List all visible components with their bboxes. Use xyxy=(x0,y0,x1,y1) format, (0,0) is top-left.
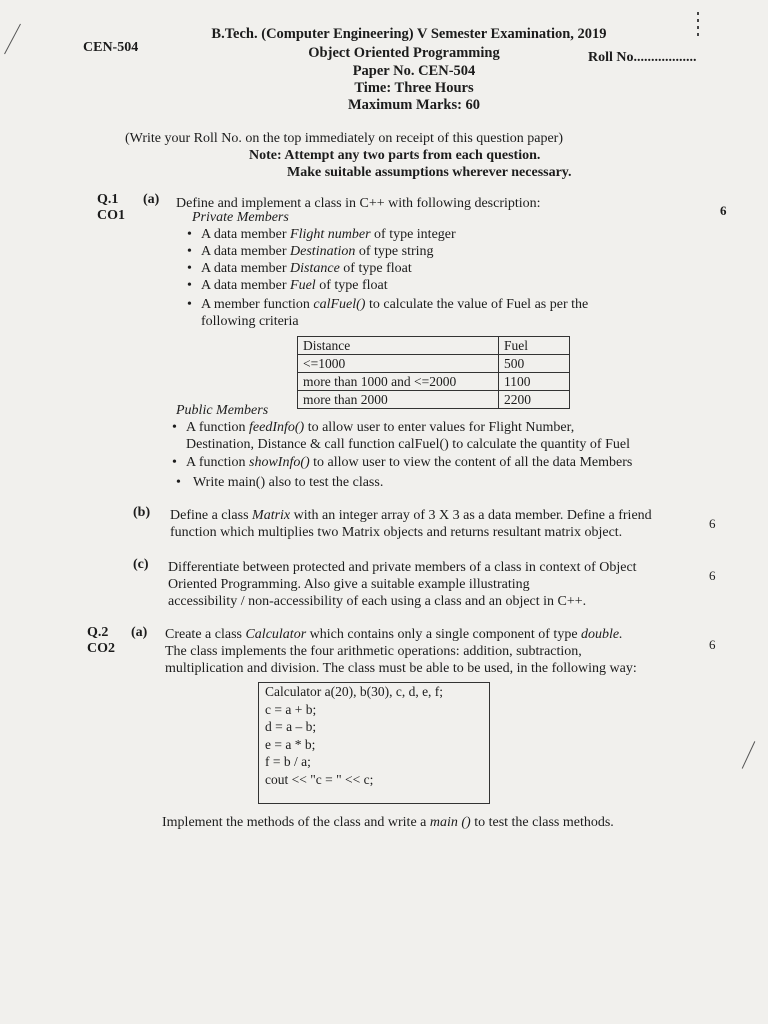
private-item: • A data member Fuel of type float xyxy=(187,278,388,293)
private-item: • A data member Flight number of type integer xyxy=(187,227,456,242)
table-cell: 2200 xyxy=(499,391,570,409)
calculator-code-box xyxy=(258,682,490,804)
exam-title: B.Tech. (Computer Engineering) V Semester Examination, 2019 xyxy=(211,26,607,42)
q2-course-outcome: CO2 xyxy=(87,641,115,656)
q1b-marks: 6 xyxy=(709,516,716,531)
table-header-cell: Distance xyxy=(298,337,499,355)
q2a-line2: The class implements the four arithmetic operations: addition, subtraction, xyxy=(165,644,582,659)
fuel-criteria-table xyxy=(297,336,570,409)
public-item-continuation: Destination, Distance & call function calFuel() to calculate the quantity of Fuel xyxy=(186,437,630,452)
table-cell: <=1000 xyxy=(298,355,499,373)
public-item: • A function showInfo() to allow user to view the content of all the data Members xyxy=(172,455,633,470)
q1c-line2: Oriented Programming. Also give a suitable example illustrating xyxy=(168,577,530,592)
roll-instruction: (Write your Roll No. on the top immediately on receipt of this question paper) xyxy=(125,131,563,146)
q1c-marks: 6 xyxy=(709,568,716,583)
public-members-heading: Public Members xyxy=(176,403,269,418)
paper-number: Paper No. CEN-504 xyxy=(352,63,476,79)
code-line: c = a + b; xyxy=(265,701,317,717)
q1b-line1: Define a class Matrix with an integer array of 3 X 3 as a data member. Define a friend xyxy=(170,508,652,523)
q1c-label: (c) xyxy=(133,557,149,572)
course-code: CEN-504 xyxy=(83,40,139,55)
q1b-label: (b) xyxy=(133,505,151,520)
q2a-marks: 6 xyxy=(709,637,716,652)
public-item: • Write main() also to test the class. xyxy=(176,475,384,490)
q2a-label: (a) xyxy=(131,625,148,640)
q1c-line3: accessibility / non-accessibility of each using a class and an object in C++. xyxy=(168,594,587,609)
table-cell: 1100 xyxy=(499,373,570,391)
q1c-line1: Differentiate between protected and private members of a class in context of Object xyxy=(168,560,637,575)
q1-course-outcome: CO1 xyxy=(97,208,125,223)
code-line: e = a * b; xyxy=(265,736,316,752)
exam-time: Time: Three Hours xyxy=(354,80,474,96)
code-line: d = a – b; xyxy=(265,719,317,734)
q1-number: Q.1 xyxy=(97,192,119,207)
code-line: cout << "c = " << c; xyxy=(265,771,374,787)
private-item: • A member function calFuel() to calculate the value of Fuel as per the xyxy=(187,297,589,312)
maximum-marks: Maximum Marks: 60 xyxy=(347,97,481,113)
public-item: • A function feedInfo() to allow user to enter values for Flight Number, xyxy=(172,420,575,435)
assumptions-note: Make suitable assumptions wherever necessary. xyxy=(287,165,572,180)
subject-title: Object Oriented Programming xyxy=(308,45,500,61)
pen-stroke-mark xyxy=(4,24,21,55)
table-cell: 500 xyxy=(499,355,570,373)
code-line: f = b / a; xyxy=(265,754,311,769)
table-row xyxy=(298,355,570,373)
q2a-line1: Create a class Calculator which contains only a single component of type double. xyxy=(165,627,623,642)
private-members-heading: Private Members xyxy=(192,210,289,225)
q1a-label: (a) xyxy=(143,192,160,207)
table-row xyxy=(298,373,570,391)
q1a-intro: Define and implement a class in C++ with following description: xyxy=(176,196,541,211)
table-header-row xyxy=(298,337,570,355)
q2a-footer: Implement the methods of the class and write a main () to test the class methods. xyxy=(162,815,614,830)
private-item: • A data member Destination of type string xyxy=(187,244,434,259)
attempt-note: Note: Attempt any two parts from each question. xyxy=(249,148,541,163)
pen-stroke-mark xyxy=(742,741,756,769)
roll-number: Roll No.................. xyxy=(588,50,697,65)
table-header-cell: Fuel xyxy=(499,337,570,355)
q2a-line3: multiplication and division. The class must be able to be used, in the following way: xyxy=(165,661,637,676)
table-cell: more than 1000 and <=2000 xyxy=(298,373,499,391)
q2-number: Q.2 xyxy=(87,625,109,640)
q1a-marks: 6 xyxy=(720,203,727,218)
private-item-continuation: following criteria xyxy=(201,314,299,329)
table-row xyxy=(298,391,570,409)
table-cell: more than 2000 xyxy=(298,391,499,409)
private-item: • A data member Distance of type float xyxy=(187,261,412,276)
q1b-line2: function which multiplies two Matrix objects and returns resultant matrix object. xyxy=(170,525,623,540)
code-line: Calculator a(20), b(30), c, d, e, f; xyxy=(265,684,444,699)
